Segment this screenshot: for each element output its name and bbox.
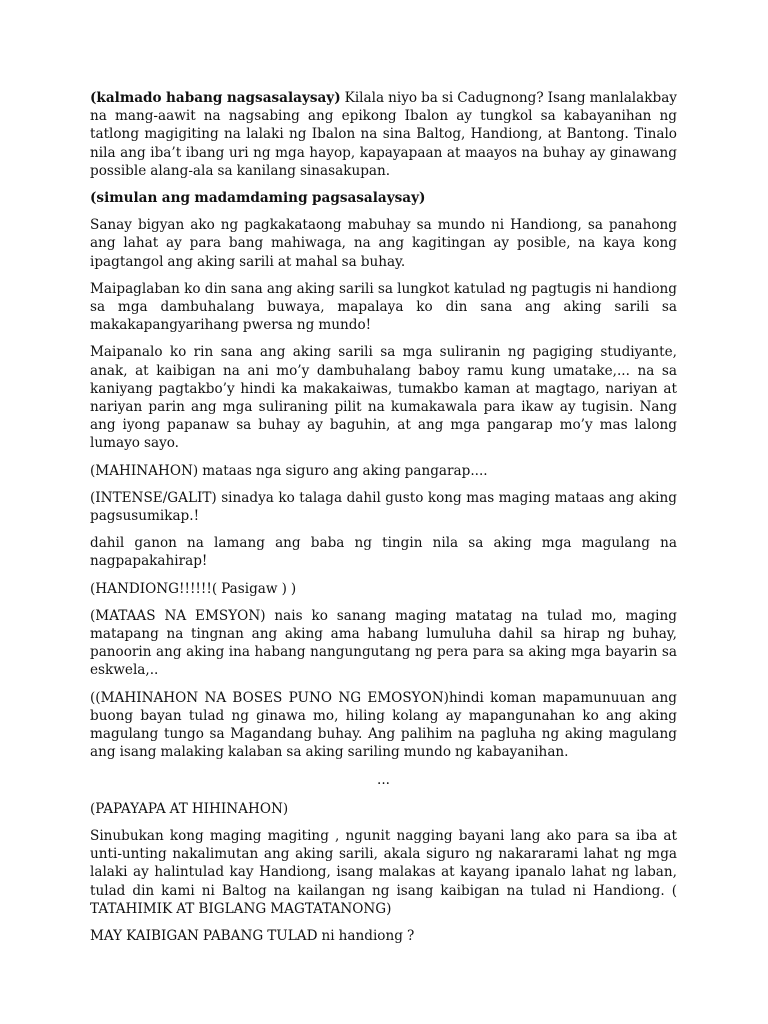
paragraph-5: (MAHINAHON) mataas nga siguro ang aking pangarap.... xyxy=(90,462,488,479)
stage-direction-calm: (kalmado habang nagsasalaysay) xyxy=(90,90,341,106)
paragraph-4: Maipanalo ko rin sana ang aking sarili sa mga suliranin ng pagiging studiyante, anak, at kaibigan na ani mo’y dambuhalang baboy ramu kung umatake,... na sa kaniyang pagtakbo’y hindi ka makakaiwas, tumakbo kaman at magtago, nariyan at nariyan parin ang mga suliraning pilit na kumakawala para ikaw ay tugisin. Nang ang iyong papanaw sa buhay ay baguhin, at ang mga pangarap mo’y mas lalong lumayo sayo. xyxy=(90,344,677,452)
paragraph-13: MAY KAIBIGAN PABANG TULAD ni handiong ? xyxy=(90,927,415,944)
section-ellipsis: ... xyxy=(377,771,390,788)
paragraph-9: (MATAAS NA EMSYON) nais ko sanang maging matatag na tulad mo, maging matapang na tingnan ang aking ama habang lumuluha dahil sa hirap ng buhay, panoorin ang aking ina habang nangungutang ng pera para sa aking mga bayarin sa eskwela,.. xyxy=(90,607,677,679)
stage-direction-heading: (simulan ang madamdaming pagsasalaysay) xyxy=(90,190,426,207)
paragraph-11: (PAPAYAPA AT HIHINAHON) xyxy=(90,800,289,817)
paragraph-2: Sanay bigyan ako ng pagkakataong mabuhay sa mundo ni Handiong, sa panahong ang lahat ay para bang mahiwaga, na ang kagitingan ay posible, na kaya kong ipagtangol ang aking sarili at mahal sa buhay. xyxy=(90,217,677,270)
paragraph-intro xyxy=(90,89,677,180)
paragraph-12: Sinubukan kong maging magiting , ngunit nagging bayani lang ako para sa iba at unti-unting nakalimutan ang aking sarili, akala siguro ng nakararami lahat ng mga lalaki ay halintulad kay Handiong, isang malakas at kayang ipanalo lahat ng laban, tulad din kami ni Baltog na kailangan ng isang kaibigan na tulad ni Handiong. ( TATAHIMIK AT BIGLANG MAGTATANONG) xyxy=(90,827,677,917)
document-page xyxy=(90,89,677,954)
paragraph-6: (INTENSE/GALIT) sinadya ko talaga dahil gusto kong mas maging mataas ang aking pagsusumikap.! xyxy=(90,489,677,525)
paragraph-10: ((MAHINAHON NA BOSES PUNO NG EMOSYON)hindi koman mapamunuuan ang buong bayan tulad ng ginawa mo, hiling kolang ay mapangunahan ko ang aking magulang tungo sa Magandang buhay. Ang palihim na pagluha ng aking magulang ang isang malaking kalaban sa aking sariling mundo ng kabayanihan. xyxy=(90,689,677,761)
paragraph-8: (HANDIONG!!!!!!( Pasigaw ) ) xyxy=(90,580,297,597)
paragraph-3: Maipaglaban ko din sana ang aking sarili sa lungkot katulad ng pagtugis ni handiong sa mga dambuhalang buwaya, mapalaya ko din sana ang aking sarili sa makakapangyarihang pwersa ng mundo! xyxy=(90,280,677,334)
paragraph-7: dahil ganon na lamang ang baba ng tingin nila sa aking mga magulang na nagpapakahirap! xyxy=(90,535,677,570)
intro-text: Kilala niyo ba si Cadugnong? Isang manlalakbay na mang-aawit na nagsabing ang epikong Ibalon ay tungkol sa kabayanihan ng tatlong magigiting na lalaki ng Ibalon na sina Baltog, Handiong, at Bantong. Tinalo nila ang iba’t ibang uri ng mga hayop, kapayapaan at maayos na buhay ay ginawang possible alang-ala sa kanilang sinasakupan. xyxy=(90,90,677,179)
